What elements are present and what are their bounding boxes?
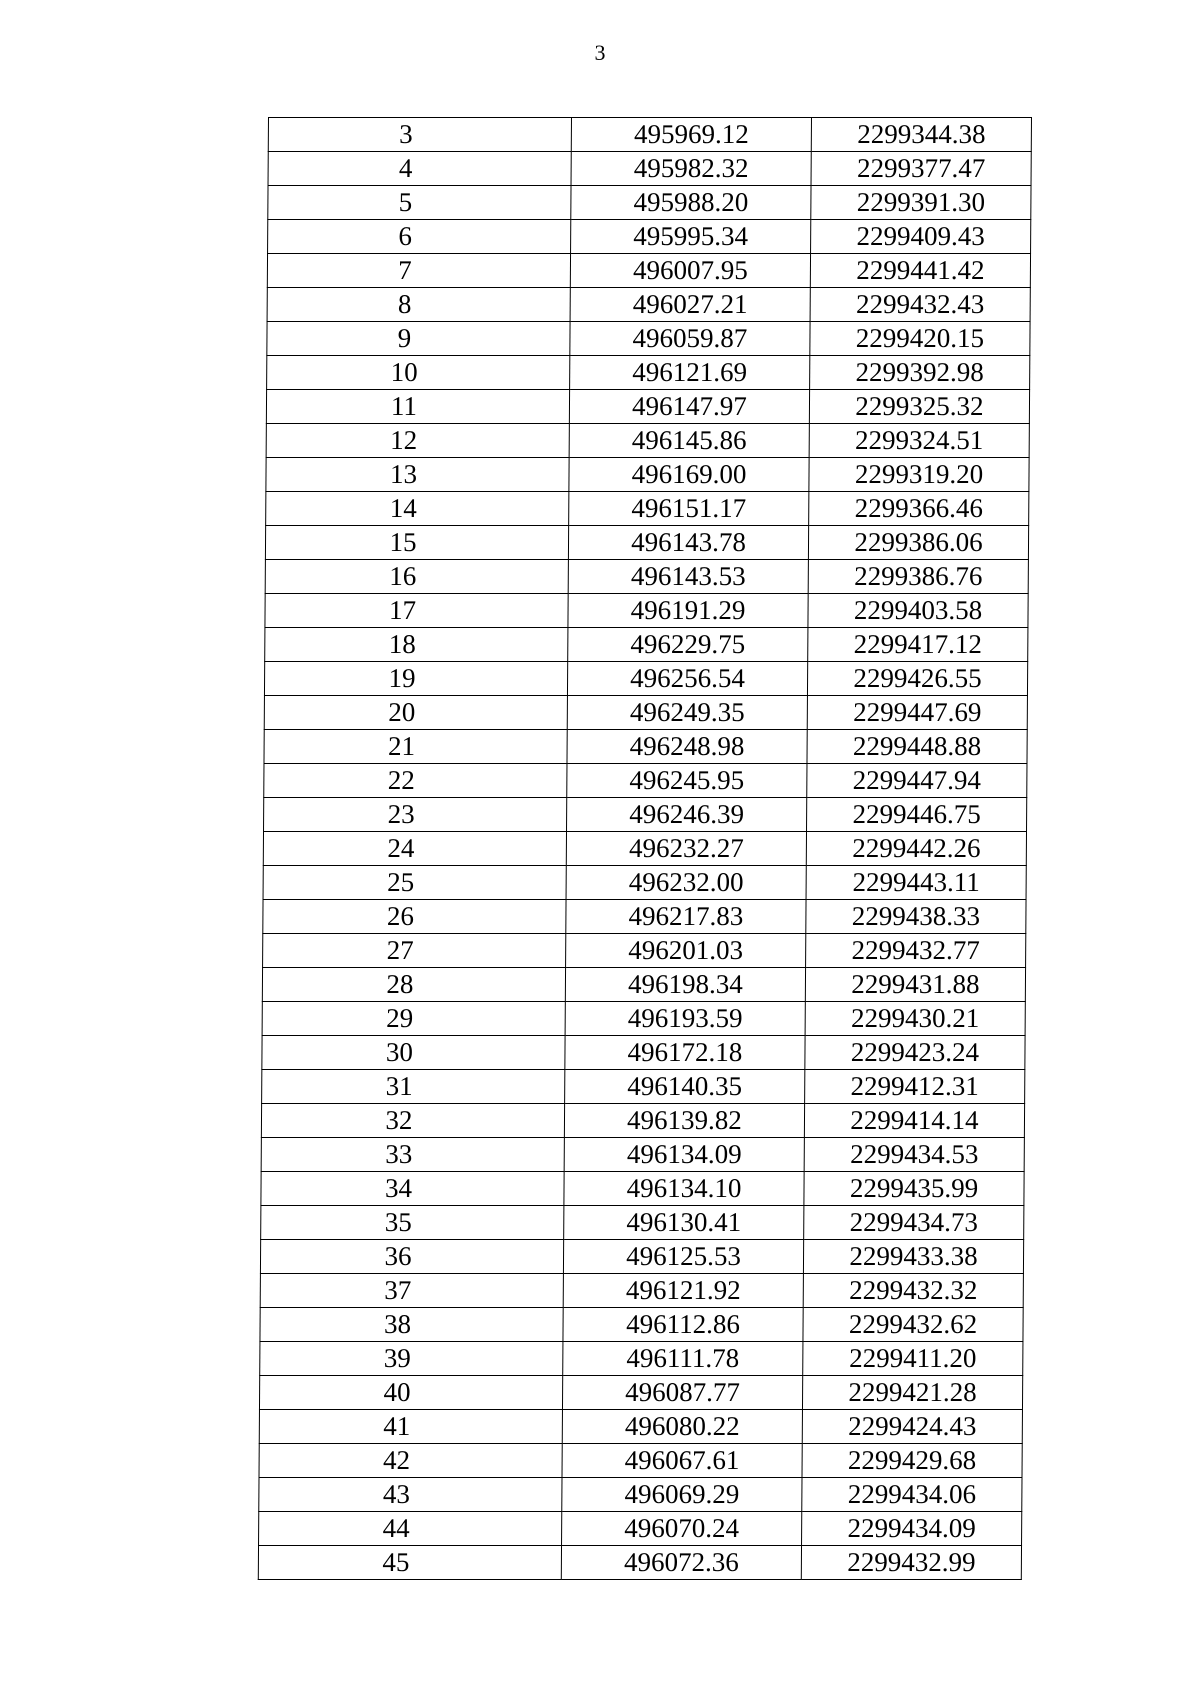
point-number-cell: 44 xyxy=(259,1512,562,1546)
table-row xyxy=(262,1002,1025,1036)
table-row xyxy=(258,1546,1021,1580)
point-number-cell: 22 xyxy=(264,764,567,798)
x-coordinate-cell: 496193.59 xyxy=(565,1002,805,1036)
table-row xyxy=(266,458,1029,492)
y-coordinate-cell: 2299435.99 xyxy=(804,1172,1024,1206)
x-coordinate-cell: 496143.53 xyxy=(568,560,808,594)
point-number-cell: 7 xyxy=(267,254,570,288)
x-coordinate-cell: 496087.77 xyxy=(562,1376,802,1410)
point-number-cell: 6 xyxy=(268,220,571,254)
x-coordinate-cell: 496248.98 xyxy=(567,730,807,764)
y-coordinate-cell: 2299429.68 xyxy=(802,1444,1022,1478)
point-number-cell: 40 xyxy=(259,1376,562,1410)
point-number-cell: 8 xyxy=(267,288,570,322)
table-row xyxy=(264,696,1027,730)
table-row xyxy=(261,1172,1024,1206)
point-number-cell: 28 xyxy=(262,968,565,1002)
table-row xyxy=(259,1410,1022,1444)
x-coordinate-cell: 496059.87 xyxy=(570,322,810,356)
y-coordinate-cell: 2299344.38 xyxy=(811,118,1031,152)
x-coordinate-cell: 496112.86 xyxy=(563,1308,803,1342)
coordinate-table-body xyxy=(258,118,1031,1580)
y-coordinate-cell: 2299448.88 xyxy=(807,730,1027,764)
y-coordinate-cell: 2299434.73 xyxy=(804,1206,1024,1240)
point-number-cell: 10 xyxy=(267,356,570,390)
y-coordinate-cell: 2299432.77 xyxy=(806,934,1026,968)
table-row xyxy=(259,1512,1022,1546)
y-coordinate-cell: 2299442.26 xyxy=(806,832,1026,866)
table-row xyxy=(264,764,1027,798)
table-row xyxy=(260,1274,1023,1308)
y-coordinate-cell: 2299403.58 xyxy=(808,594,1028,628)
y-coordinate-cell: 2299421.28 xyxy=(802,1376,1022,1410)
x-coordinate-cell: 496245.95 xyxy=(567,764,807,798)
point-number-cell: 19 xyxy=(264,662,567,696)
point-number-cell: 24 xyxy=(263,832,566,866)
point-number-cell: 12 xyxy=(266,424,569,458)
y-coordinate-cell: 2299411.20 xyxy=(803,1342,1023,1376)
point-number-cell: 5 xyxy=(268,186,571,220)
table-row xyxy=(263,866,1026,900)
y-coordinate-cell: 2299366.46 xyxy=(809,492,1029,526)
point-number-cell: 31 xyxy=(262,1070,565,1104)
y-coordinate-cell: 2299412.31 xyxy=(805,1070,1025,1104)
x-coordinate-cell: 496147.97 xyxy=(569,390,809,424)
table-row xyxy=(263,900,1026,934)
table-row xyxy=(259,1444,1022,1478)
x-coordinate-cell: 496134.09 xyxy=(564,1138,804,1172)
x-coordinate-cell: 496246.39 xyxy=(567,798,807,832)
point-number-cell: 25 xyxy=(263,866,566,900)
x-coordinate-cell: 496027.21 xyxy=(570,288,810,322)
point-number-cell: 37 xyxy=(260,1274,563,1308)
y-coordinate-cell: 2299392.98 xyxy=(810,356,1030,390)
y-coordinate-cell: 2299431.88 xyxy=(805,968,1025,1002)
table-row xyxy=(260,1342,1023,1376)
y-coordinate-cell: 2299409.43 xyxy=(811,220,1031,254)
x-coordinate-cell: 496198.34 xyxy=(565,968,805,1002)
y-coordinate-cell: 2299386.76 xyxy=(808,560,1028,594)
y-coordinate-cell: 2299386.06 xyxy=(808,526,1028,560)
point-number-cell: 13 xyxy=(266,458,569,492)
point-number-cell: 29 xyxy=(262,1002,565,1036)
x-coordinate-cell: 496080.22 xyxy=(562,1410,802,1444)
table-row xyxy=(260,1308,1023,1342)
y-coordinate-cell: 2299432.62 xyxy=(803,1308,1023,1342)
point-number-cell: 3 xyxy=(268,118,571,152)
y-coordinate-cell: 2299434.09 xyxy=(802,1512,1022,1546)
x-coordinate-cell: 496121.92 xyxy=(563,1274,803,1308)
x-coordinate-cell: 495995.34 xyxy=(571,220,811,254)
y-coordinate-cell: 2299432.32 xyxy=(803,1274,1023,1308)
point-number-cell: 16 xyxy=(265,560,568,594)
point-number-cell: 42 xyxy=(259,1444,562,1478)
y-coordinate-cell: 2299447.69 xyxy=(807,696,1027,730)
x-coordinate-cell: 496067.61 xyxy=(562,1444,802,1478)
table-row xyxy=(260,1240,1023,1274)
x-coordinate-cell: 496139.82 xyxy=(564,1104,804,1138)
x-coordinate-cell: 496169.00 xyxy=(569,458,809,492)
y-coordinate-cell: 2299423.24 xyxy=(805,1036,1025,1070)
y-coordinate-cell: 2299417.12 xyxy=(808,628,1028,662)
table-row xyxy=(268,220,1031,254)
y-coordinate-cell: 2299319.20 xyxy=(809,458,1029,492)
y-coordinate-cell: 2299430.21 xyxy=(805,1002,1025,1036)
table-row xyxy=(259,1376,1022,1410)
x-coordinate-cell: 496143.78 xyxy=(568,526,808,560)
table-row xyxy=(264,798,1027,832)
point-number-cell: 14 xyxy=(266,492,569,526)
table-row xyxy=(263,832,1026,866)
point-number-cell: 35 xyxy=(261,1206,564,1240)
x-coordinate-cell: 496070.24 xyxy=(562,1512,802,1546)
x-coordinate-cell: 495969.12 xyxy=(571,118,811,152)
y-coordinate-cell: 2299446.75 xyxy=(807,798,1027,832)
x-coordinate-cell: 496256.54 xyxy=(567,662,807,696)
x-coordinate-cell: 496121.69 xyxy=(570,356,810,390)
y-coordinate-cell: 2299424.43 xyxy=(802,1410,1022,1444)
y-coordinate-cell: 2299438.33 xyxy=(806,900,1026,934)
point-number-cell: 18 xyxy=(265,628,568,662)
point-number-cell: 20 xyxy=(264,696,567,730)
x-coordinate-cell: 496217.83 xyxy=(566,900,806,934)
x-coordinate-cell: 495988.20 xyxy=(571,186,811,220)
table-row xyxy=(268,118,1031,152)
table-row xyxy=(267,356,1030,390)
point-number-cell: 39 xyxy=(260,1342,563,1376)
point-number-cell: 27 xyxy=(263,934,566,968)
coordinate-table xyxy=(258,117,1032,1580)
y-coordinate-cell: 2299391.30 xyxy=(811,186,1031,220)
table-row xyxy=(266,390,1029,424)
y-coordinate-cell: 2299420.15 xyxy=(810,322,1030,356)
table-row xyxy=(266,492,1029,526)
x-coordinate-cell: 496111.78 xyxy=(563,1342,803,1376)
x-coordinate-cell: 496007.95 xyxy=(570,254,810,288)
x-coordinate-cell: 496140.35 xyxy=(565,1070,805,1104)
table-row xyxy=(263,934,1026,968)
y-coordinate-cell: 2299432.43 xyxy=(810,288,1030,322)
x-coordinate-cell: 496130.41 xyxy=(564,1206,804,1240)
point-number-cell: 17 xyxy=(265,594,568,628)
x-coordinate-cell: 495982.32 xyxy=(571,152,811,186)
y-coordinate-cell: 2299377.47 xyxy=(811,152,1031,186)
x-coordinate-cell: 496191.29 xyxy=(568,594,808,628)
x-coordinate-cell: 496172.18 xyxy=(565,1036,805,1070)
y-coordinate-cell: 2299325.32 xyxy=(809,390,1029,424)
point-number-cell: 26 xyxy=(263,900,566,934)
x-coordinate-cell: 496145.86 xyxy=(569,424,809,458)
table-row xyxy=(267,288,1030,322)
point-number-cell: 38 xyxy=(260,1308,563,1342)
point-number-cell: 23 xyxy=(264,798,567,832)
y-coordinate-cell: 2299426.55 xyxy=(807,662,1027,696)
y-coordinate-cell: 2299433.38 xyxy=(803,1240,1023,1274)
point-number-cell: 11 xyxy=(266,390,569,424)
point-number-cell: 34 xyxy=(261,1172,564,1206)
y-coordinate-cell: 2299324.51 xyxy=(809,424,1029,458)
table-row xyxy=(261,1104,1024,1138)
y-coordinate-cell: 2299432.99 xyxy=(801,1546,1021,1580)
point-number-cell: 4 xyxy=(268,152,571,186)
table-row xyxy=(265,560,1028,594)
x-coordinate-cell: 496125.53 xyxy=(563,1240,803,1274)
table-row xyxy=(267,322,1030,356)
table-row xyxy=(268,186,1031,220)
point-number-cell: 33 xyxy=(261,1138,564,1172)
x-coordinate-cell: 496232.27 xyxy=(566,832,806,866)
table-row xyxy=(265,628,1028,662)
table-row xyxy=(261,1206,1024,1240)
table-row xyxy=(268,152,1031,186)
table-row xyxy=(267,254,1030,288)
table-row xyxy=(262,1070,1025,1104)
point-number-cell: 9 xyxy=(267,322,570,356)
table-row xyxy=(265,594,1028,628)
point-number-cell: 43 xyxy=(259,1478,562,1512)
point-number-cell: 15 xyxy=(265,526,568,560)
y-coordinate-cell: 2299434.06 xyxy=(802,1478,1022,1512)
y-coordinate-cell: 2299441.42 xyxy=(810,254,1030,288)
table-row xyxy=(262,968,1025,1002)
point-number-cell: 32 xyxy=(261,1104,564,1138)
page-number: 3 xyxy=(594,40,606,65)
point-number-cell: 45 xyxy=(258,1546,561,1580)
x-coordinate-cell: 496232.00 xyxy=(566,866,806,900)
y-coordinate-cell: 2299447.94 xyxy=(807,764,1027,798)
point-number-cell: 36 xyxy=(260,1240,563,1274)
table-row xyxy=(262,1036,1025,1070)
x-coordinate-cell: 496072.36 xyxy=(561,1546,801,1580)
table-row xyxy=(261,1138,1024,1172)
x-coordinate-cell: 496229.75 xyxy=(568,628,808,662)
x-coordinate-cell: 496069.29 xyxy=(562,1478,802,1512)
y-coordinate-cell: 2299443.11 xyxy=(806,866,1026,900)
x-coordinate-cell: 496151.17 xyxy=(569,492,809,526)
point-number-cell: 41 xyxy=(259,1410,562,1444)
x-coordinate-cell: 496249.35 xyxy=(567,696,807,730)
table-row xyxy=(266,424,1029,458)
x-coordinate-cell: 496201.03 xyxy=(566,934,806,968)
y-coordinate-cell: 2299414.14 xyxy=(804,1104,1024,1138)
point-number-cell: 21 xyxy=(264,730,567,764)
point-number-cell: 30 xyxy=(262,1036,565,1070)
table-row xyxy=(259,1478,1022,1512)
y-coordinate-cell: 2299434.53 xyxy=(804,1138,1024,1172)
table-row xyxy=(264,662,1027,696)
table-row xyxy=(265,526,1028,560)
x-coordinate-cell: 496134.10 xyxy=(564,1172,804,1206)
table-row xyxy=(264,730,1027,764)
